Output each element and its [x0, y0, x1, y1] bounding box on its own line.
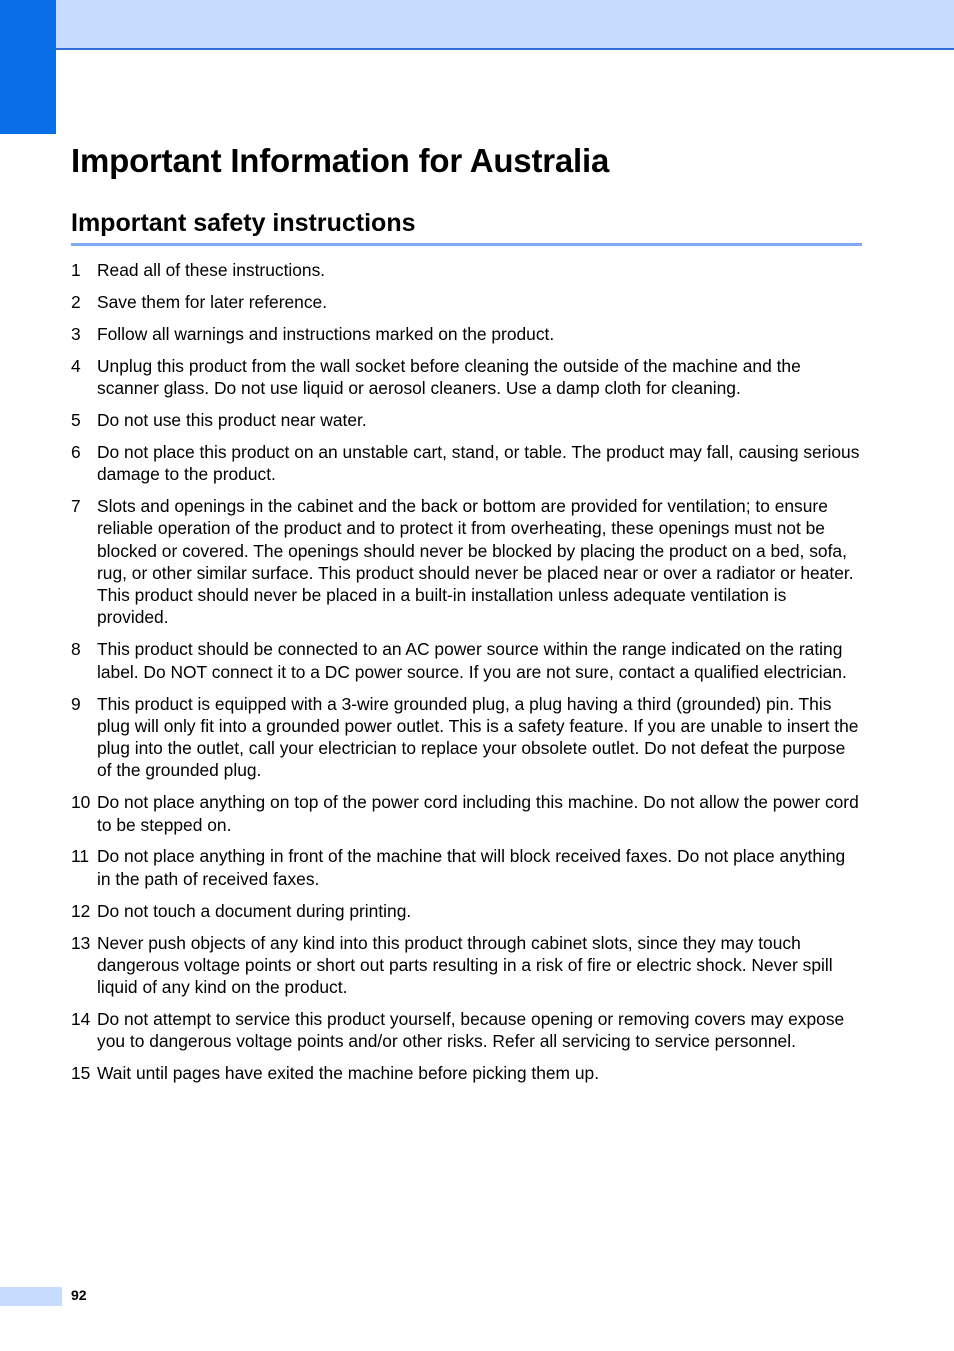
list-item — [71, 845, 862, 890]
item-number: 2 — [71, 291, 81, 312]
item-number: 8 — [71, 639, 81, 660]
item-text: Do not place anything in front of the machine that will block received faxes. Do not place anything in the path of received faxes. — [97, 846, 846, 889]
item-number: 3 — [71, 323, 81, 344]
item-text: This product should be connected to an AC power source within the range indicated on the rating label. Do NOT connect it to a DC power source. If you are not sure, contact a qualified electrician. — [97, 639, 847, 682]
item-number: 15 — [71, 1063, 91, 1084]
item-text: Slots and openings in the cabinet and the back or bottom are provided for ventilation; to ensure reliable operation of the product and to protect it from overheating, these openings must not be blocked or covered. The openings should never be blocked by placing the product on a bed, sofa, rug, or other similar surface. This product should never be placed near or over a radiator or heater. This product should never be placed in a built-in installation unless adequate ventilation is provided. — [97, 495, 854, 628]
item-text: Do not attempt to service this product yourself, because opening or removing covers may expose you to dangerous voltage points and/or other risks. Refer all servicing to service personnel. — [97, 1009, 845, 1052]
list-item — [71, 932, 862, 999]
header-band — [56, 0, 954, 50]
list-item — [71, 409, 862, 431]
list-item — [71, 259, 862, 281]
list-item — [71, 693, 862, 782]
section-title: Important safety instructions — [71, 209, 416, 237]
section-divider — [71, 243, 862, 246]
list-item — [71, 291, 862, 313]
item-text: Do not touch a document during printing. — [97, 900, 412, 921]
page-number: 92 — [71, 1287, 87, 1303]
item-number: 14 — [71, 1009, 91, 1030]
item-text: Follow all warnings and instructions marked on the product. — [97, 323, 555, 344]
item-number: 10 — [71, 792, 91, 813]
item-number: 5 — [71, 409, 81, 430]
page-title: Important Information for Australia — [71, 142, 610, 179]
item-text: Wait until pages have exited the machine before picking them up. — [97, 1063, 600, 1084]
footer-band — [0, 1287, 62, 1306]
list-item — [71, 638, 862, 683]
list-item — [71, 323, 862, 345]
item-number: 7 — [71, 495, 81, 516]
item-text: Do not use this product near water. — [97, 409, 367, 430]
item-number: 11 — [71, 846, 90, 867]
list-item — [71, 1062, 862, 1084]
list-item — [71, 1008, 862, 1053]
list-item — [71, 355, 862, 400]
item-number: 4 — [71, 355, 81, 376]
item-text: This product is equipped with a 3-wire grounded plug, a plug having a third (grounded) pin. This plug will only fit into a grounded power outlet. This is a safety feature. If you are unable to insert the plug into the outlet, call your electrician to replace your obsolete outlet. Do not defeat the purpose of the grounded plug. — [97, 693, 859, 781]
chapter-tab — [0, 0, 56, 134]
item-text: Never push objects of any kind into this product through cabinet slots, since they may touch dangerous voltage points or short out parts resulting in a risk of fire or electric shock. Never spill liquid of any kind on the product. — [97, 932, 833, 998]
list-item — [71, 441, 862, 486]
item-text: Read all of these instructions. — [97, 260, 326, 280]
list-item — [71, 900, 862, 922]
list-item — [71, 791, 862, 836]
item-number: 6 — [71, 441, 81, 462]
item-number: 12 — [71, 900, 91, 921]
item-number: 9 — [71, 693, 81, 714]
safety-instruction-list — [71, 259, 862, 1094]
item-text: Do not place this product on an unstable cart, stand, or table. The product may fall, causing serious damage to the product. — [97, 441, 860, 485]
item-text: Do not place anything on top of the power cord including this machine. Do not allow the power cord to be stepped on. — [97, 792, 859, 835]
item-number: 13 — [71, 932, 91, 953]
list-item — [71, 495, 862, 629]
item-text: Unplug this product from the wall socket before cleaning the outside of the machine and the scanner glass. Do not use liquid or aerosol cleaners. Use a damp cloth for cleaning. — [97, 355, 801, 398]
item-text: Save them for later reference. — [97, 291, 328, 312]
item-number: 1 — [71, 260, 81, 280]
